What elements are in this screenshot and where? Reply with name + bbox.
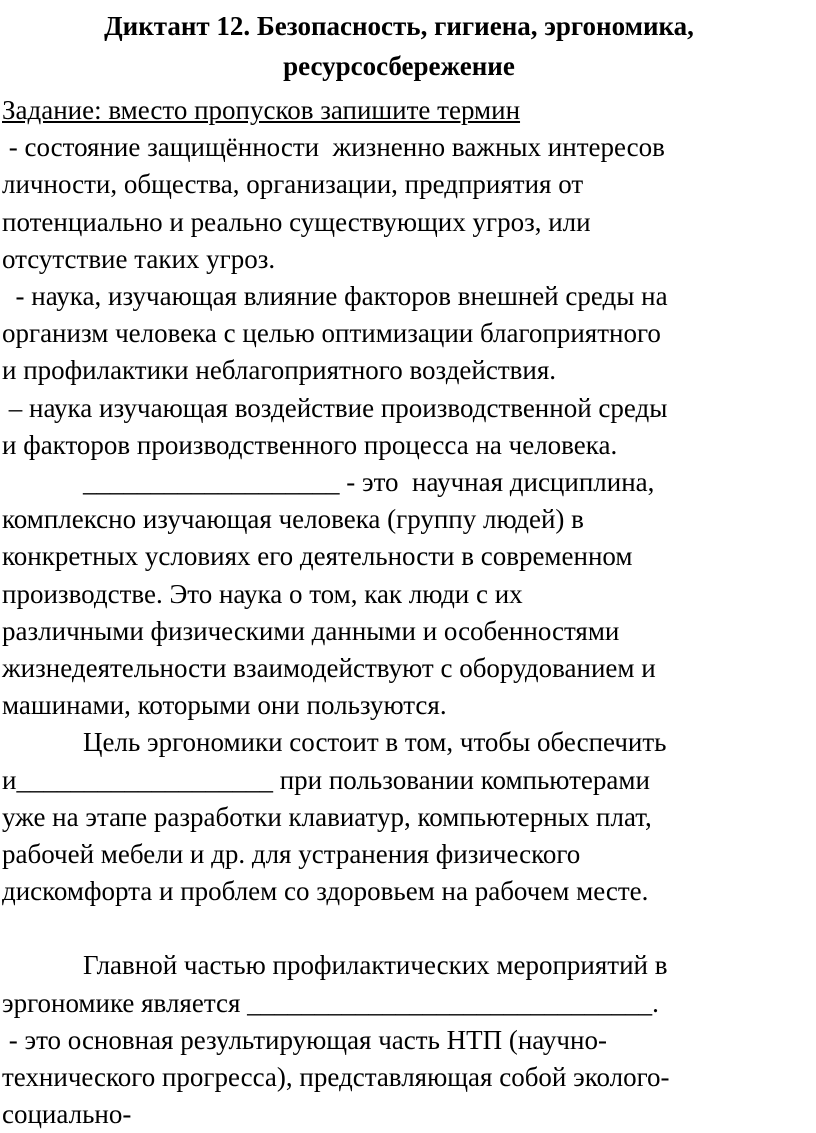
text-line: - наука, изучающая влияние факторов внешней среды на bbox=[2, 281, 668, 312]
text-line: личности, общества, организации, предприятия от bbox=[2, 169, 584, 200]
text-line: различными физическими данными и особенностями bbox=[2, 615, 620, 646]
text-line: конкретных условиях его деятельности в современном bbox=[2, 541, 633, 572]
text-line: уже на этапе разработки клавиатур, компьютерных плат, bbox=[2, 801, 652, 832]
text-line: машинами, которыми они пользуются. bbox=[2, 690, 447, 721]
text-line-with-blank: и___________________ при пользовании компьютерами bbox=[2, 764, 650, 795]
text-line: Цель эргономики состоит в том, чтобы обеспечить bbox=[2, 727, 667, 758]
dictation-title bbox=[2, 6, 796, 86]
text-line: Главной частью профилактических мероприятий в bbox=[2, 950, 668, 981]
text-line: потенциально и реально существующих угроз, или bbox=[2, 206, 591, 237]
text-line-with-blank: эргономике является ______________________________. bbox=[2, 987, 659, 1018]
text-line: – наука изучающая воздействие производственной среды bbox=[2, 392, 668, 423]
text-line: производстве. Это наука о том, как люди с их bbox=[2, 578, 523, 609]
text-line: жизнедеятельности взаимодействуют с оборудованием и bbox=[2, 653, 656, 684]
title-line-2: ресурсосбережение bbox=[283, 51, 515, 81]
text-line: и факторов производственного процесса на человека. bbox=[2, 429, 618, 460]
text-line: и профилактики неблагоприятного воздействия. bbox=[2, 355, 557, 386]
text-line: технического прогресса), представляющая собой эколого- bbox=[2, 1062, 670, 1093]
text-line-with-blank: ___________________ - это научная дисциплина, bbox=[2, 467, 655, 498]
text-line: отсутствие таких угроз. bbox=[2, 243, 276, 274]
paragraph-gap bbox=[2, 910, 796, 947]
text-line: организм человека с целью оптимизации благоприятного bbox=[2, 318, 661, 349]
title-line-1: Диктант 12. Безопасность, гигиена, эргономика, bbox=[104, 11, 694, 41]
text-line: комплексно изучающая человека (группу людей) в bbox=[2, 504, 584, 535]
text-line: - состояние защищённости жизненно важных интересов bbox=[2, 132, 665, 163]
task-instruction: Задание: вместо пропусков запишите термин bbox=[2, 95, 521, 125]
text-line: - это основная результирующая часть НТП (научно- bbox=[2, 1024, 607, 1055]
text-line: социально- bbox=[2, 1099, 132, 1130]
text-line: дискомфорта и проблем со здоровьем на рабочем месте. bbox=[2, 876, 649, 907]
text-line: рабочей мебели и др. для устранения физического bbox=[2, 839, 581, 870]
dictation-body bbox=[2, 92, 796, 1133]
